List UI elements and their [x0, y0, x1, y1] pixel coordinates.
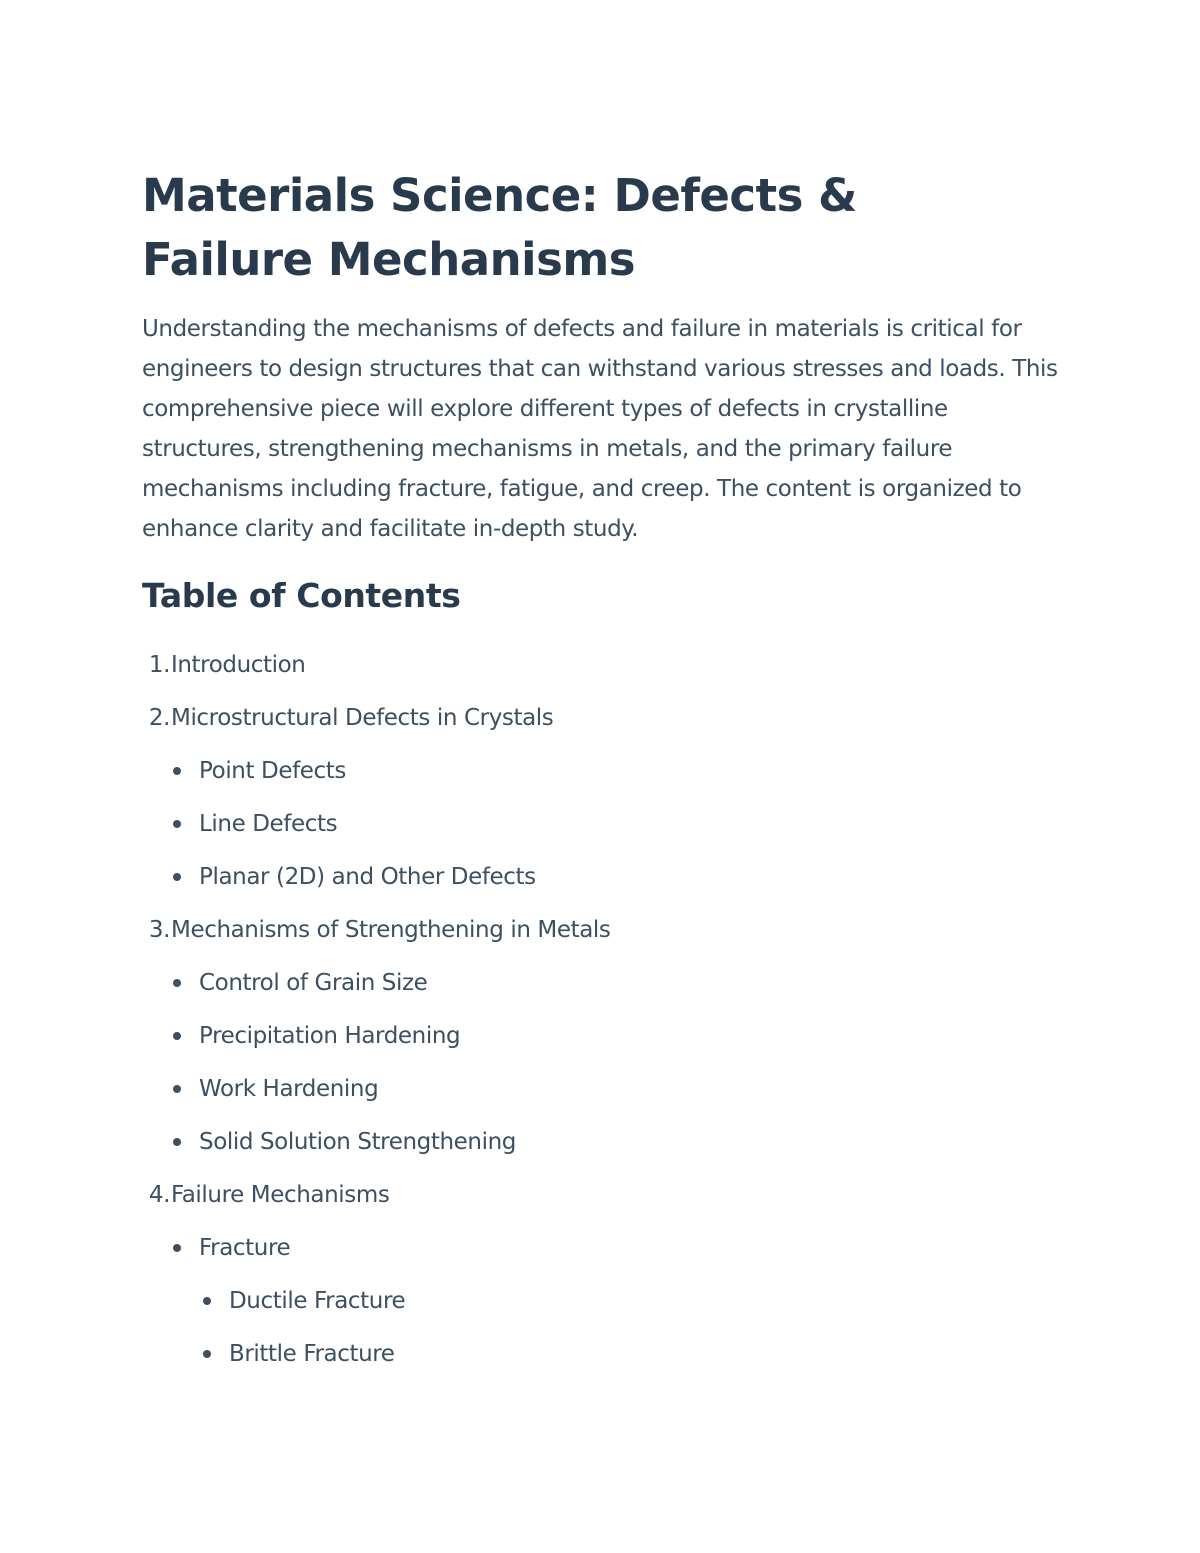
toc-number: 2. — [148, 704, 170, 731]
toc-label: Precipitation Hardening — [199, 1022, 461, 1049]
page-title: Materials Science: Defects & Failure Mechanisms — [142, 169, 857, 286]
toc-number: 4. — [148, 1181, 170, 1208]
toc-subsubitem-ductile-fracture[interactable] — [142, 1274, 1042, 1327]
toc-heading: Table of Contents — [142, 576, 461, 615]
toc-label: Planar (2D) and Other Defects — [199, 863, 536, 890]
toc-label: Microstructural Defects in Crystals — [171, 704, 554, 731]
bullet-icon — [173, 1085, 181, 1093]
intro-paragraph: Understanding the mechanisms of defects and failure in materials is critical for engineers to design structures that can withstand various stresses and loads. This comprehensive piece will explore different types of defects in crystalline structures, strengthening mechanisms in metals, and the primary failure mechanisms including fracture, fatigue, and creep. The content is organized to enhance clarity and facilitate in-depth study. — [142, 316, 1058, 542]
toc-subitem-solid-solution[interactable] — [142, 1115, 1042, 1168]
toc-item-strengthening-mechanisms[interactable] — [142, 903, 1042, 956]
toc-label: Fracture — [199, 1234, 291, 1261]
toc-label: Control of Grain Size — [199, 969, 428, 996]
table-of-contents — [142, 638, 1042, 1380]
bullet-icon — [203, 1297, 211, 1305]
toc-label: Failure Mechanisms — [171, 1181, 390, 1208]
bullet-icon — [203, 1350, 211, 1358]
toc-subsubitem-brittle-fracture[interactable] — [142, 1327, 1042, 1380]
toc-label: Solid Solution Strengthening — [199, 1128, 516, 1155]
toc-subitem-line-defects[interactable] — [142, 797, 1042, 850]
toc-number: 1. — [148, 651, 170, 678]
toc-label: Mechanisms of Strengthening in Metals — [171, 916, 611, 943]
toc-item-introduction[interactable] — [142, 638, 1042, 691]
bullet-icon — [173, 1032, 181, 1040]
toc-number: 3. — [148, 916, 170, 943]
bullet-icon — [173, 1244, 181, 1252]
toc-label: Ductile Fracture — [229, 1287, 406, 1314]
bullet-icon — [173, 1138, 181, 1146]
toc-label: Point Defects — [199, 757, 346, 784]
toc-label: Brittle Fracture — [229, 1340, 395, 1367]
toc-label: Work Hardening — [199, 1075, 379, 1102]
toc-subitem-planar-defects[interactable] — [142, 850, 1042, 903]
toc-subitem-precipitation-hardening[interactable] — [142, 1009, 1042, 1062]
bullet-icon — [173, 767, 181, 775]
toc-subitem-fracture[interactable] — [142, 1221, 1042, 1274]
toc-subitem-grain-size[interactable] — [142, 956, 1042, 1009]
toc-label: Introduction — [171, 651, 306, 678]
bullet-icon — [173, 820, 181, 828]
bullet-icon — [173, 979, 181, 987]
toc-label: Line Defects — [199, 810, 338, 837]
toc-item-failure-mechanisms[interactable] — [142, 1168, 1042, 1221]
bullet-icon — [173, 873, 181, 881]
toc-item-microstructural-defects[interactable] — [142, 691, 1042, 744]
toc-subitem-work-hardening[interactable] — [142, 1062, 1042, 1115]
toc-subitem-point-defects[interactable] — [142, 744, 1042, 797]
